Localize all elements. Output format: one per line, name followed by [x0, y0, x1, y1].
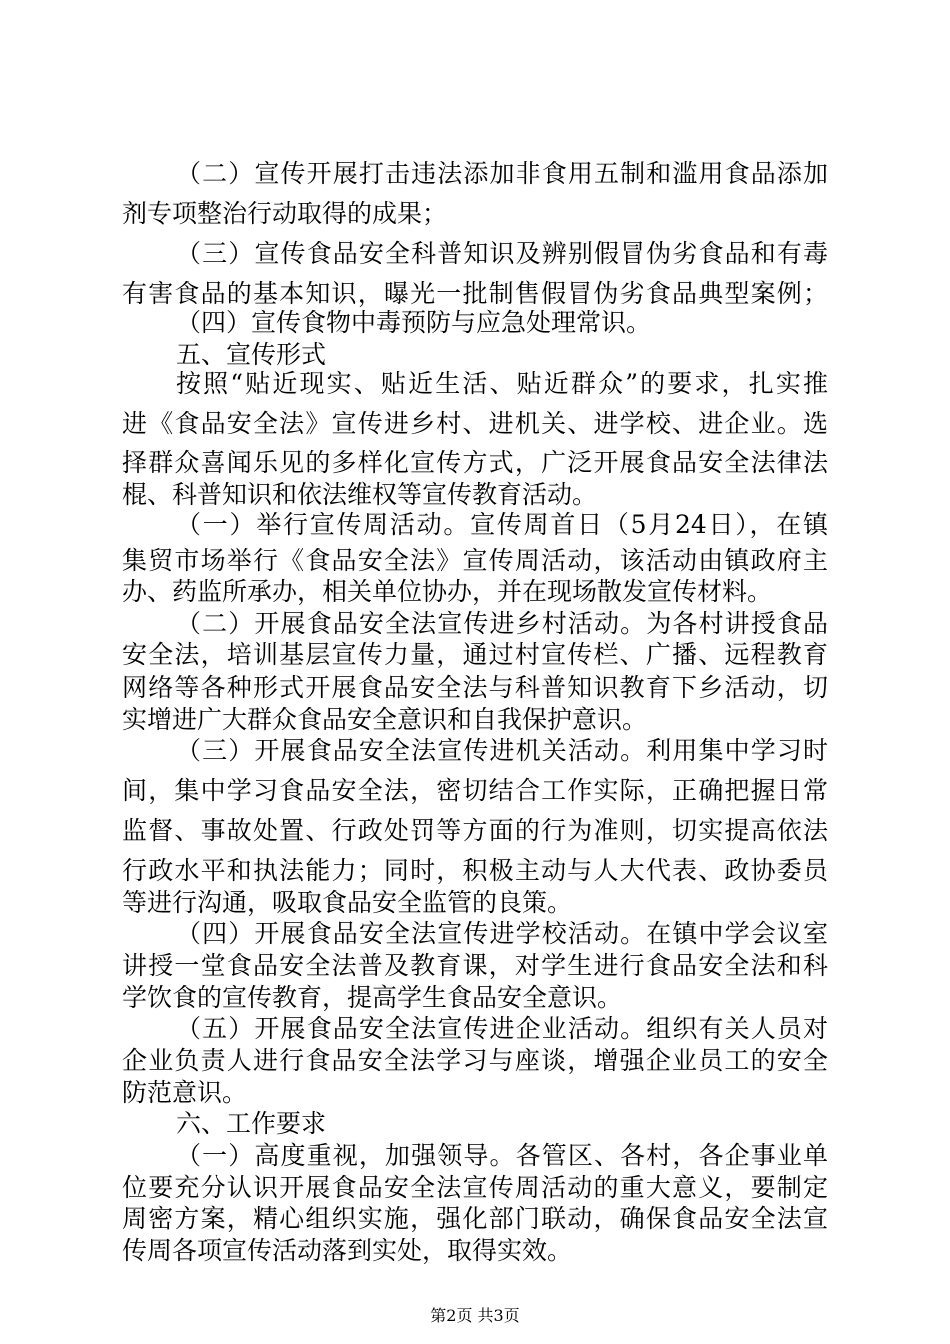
text-line: 择群众喜闻乐见的多样化宣传方式，广泛开展食品安全法律法 [122, 448, 828, 477]
text-line: （五）开展食品安全法宣传进企业活动。组织有关人员对 [176, 1014, 828, 1043]
text-line: （一）举行宣传周活动。宣传周首日（5月24日），在镇 [176, 510, 828, 539]
text-line: 监督、事故处置、行政处罚等方面的行为准则，切实提高依法 [122, 816, 828, 845]
text-line: 企业负责人进行食品安全法学习与座谈，增强企业员工的安全 [122, 1046, 828, 1075]
text-line: （一）高度重视，加强领导。各管区、各村，各企事业单 [176, 1141, 828, 1170]
page-footer: 第2页 共3页 [430, 1306, 520, 1325]
text-line: 周密方案，精心组织实施，强化部门联动，确保食品安全法宣 [122, 1204, 828, 1233]
text-line: 行政水平和执法能力；同时，积极主动与人大代表、政协委员 [122, 856, 828, 885]
text-line: （二）宣传开展打击违法添加非食用五制和滥用食品添加 [176, 159, 828, 188]
text-line: 学饮食的宣传教育，提高学生食品安全意识。 [122, 983, 623, 1012]
text-line: 棍、科普知识和依法维权等宣传教育活动。 [122, 480, 598, 509]
text-line: 讲授一堂食品安全法普及教育课，对学生进行食品安全法和科 [122, 951, 828, 980]
text-line: （四）开展食品安全法宣传进学校活动。在镇中学会议室 [176, 919, 828, 948]
text-line: 办、药监所承办，相关单位协办，并在现场散发宣传材料。 [122, 577, 773, 606]
text-line: 有害食品的基本知识，曝光一批制售假冒伪劣食品典型案例； [122, 279, 828, 308]
text-line: 位要充分认识开展食品安全法宣传周活动的重大意义，要制定 [122, 1173, 828, 1202]
text-line: （四）宣传食物中毒预防与应急处理常识。 [176, 308, 652, 337]
text-line: 等进行沟通，吸取食品安全监管的良策。 [122, 888, 573, 917]
text-line: （二）开展食品安全法宣传进乡村活动。为各村讲授食品 [176, 609, 828, 638]
text-line: 剂专项整治行动取得的成果； [122, 199, 448, 228]
text-line: （三）宣传食品安全科普知识及辨别假冒伪劣食品和有毒 [176, 239, 828, 268]
text-line: 网络等各种形式开展食品安全法与科普知识教育下乡活动，切 [122, 673, 828, 702]
section-heading: 六、工作要求 [176, 1109, 327, 1138]
text-line: 集贸市场举行《食品安全法》宣传周活动，该活动由镇政府主 [122, 546, 828, 575]
text-line: （三）开展食品安全法宣传进机关活动。利用集中学习时 [176, 736, 828, 765]
text-line: 防范意识。 [122, 1078, 248, 1107]
text-line: 安全法，培训基层宣传力量，通过村宣传栏、广播、远程教育 [122, 640, 828, 669]
text-line: 传周各项宣传活动落到实处，取得实效。 [122, 1236, 573, 1265]
text-line: 实增进广大群众食品安全意识和自我保护意识。 [122, 705, 648, 734]
text-line: 按照“贴近现实、贴近生活、贴近群众”的要求，扎实推 [176, 369, 828, 398]
text-line: 间，集中学习食品安全法，密切结合工作实际，正确把握日常 [122, 776, 828, 805]
text-line: 进《食品安全法》宣传进乡村、进机关、进学校、进企业。选 [122, 409, 828, 438]
section-heading: 五、宣传形式 [176, 340, 327, 369]
